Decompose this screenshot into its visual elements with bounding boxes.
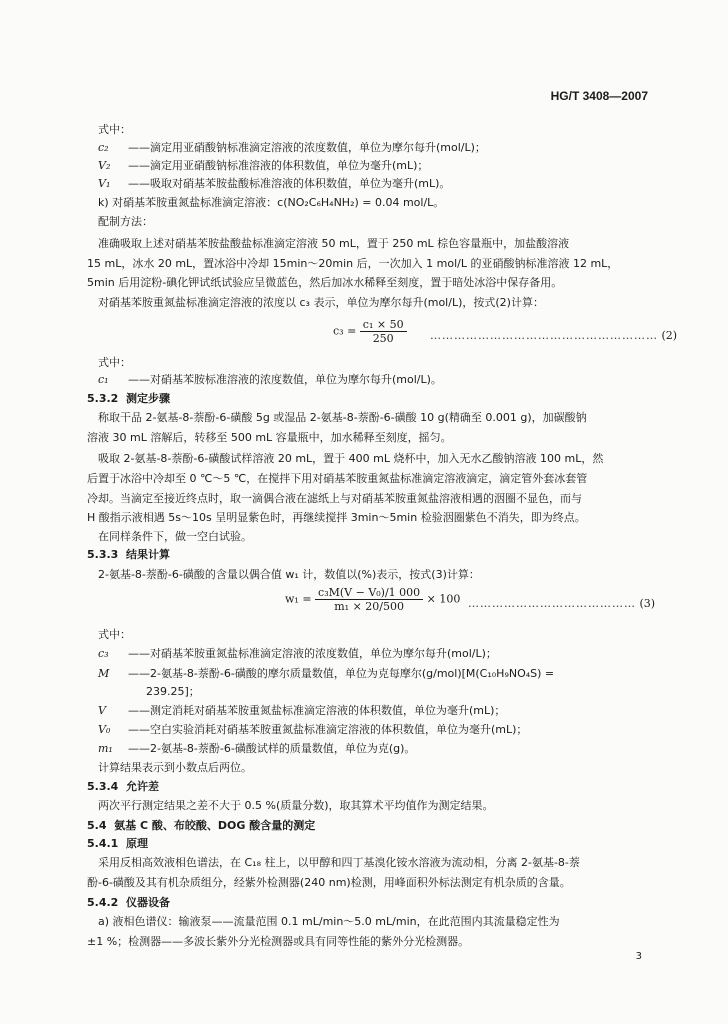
symbol: c₃: [98, 647, 109, 660]
definition-m: [98, 666, 554, 682]
prep-line: 准确吸取上述对硝基苯胺盐酸盐标准滴定溶液 50 mL，置于 250 mL 棕色容量瓶中，加盐酸溶液: [98, 237, 570, 250]
item-k: k) 对硝基苯胺重氮盐标准滴定溶液：c(NO₂C₆H₄NH₂) = 0.04 mol/L。: [98, 196, 445, 209]
where-label: 式中：: [98, 356, 131, 369]
section-title: 结果计算: [126, 548, 170, 561]
equation-number: (3): [639, 597, 656, 610]
principle-line: 采用反相高效液相色谱法，在 C₁₈ 柱上，以甲醇和四丁基溴化铵水溶液为流动相，分离 2-氨基-8-萘: [98, 856, 580, 869]
fraction: [360, 318, 407, 345]
numerator: c₃M(V − V₀)/1 000: [315, 586, 423, 600]
equation-number: (2): [661, 329, 678, 342]
leader-dots: …………………………………………………: [430, 329, 658, 342]
numerator: c₁ × 50: [360, 318, 407, 332]
section-5-4-2-heading: [87, 895, 170, 911]
section-title: 测定步骤: [126, 392, 170, 405]
instrument-line: a) 液相色谱仪：输液泵——流量范围 0.1 mL/min～5.0 mL/min，在此范围内其流量稳定性为: [98, 915, 560, 928]
step-line: 在同样条件下，做一空白试验。: [98, 530, 252, 543]
section-number: 5.4.2: [87, 896, 119, 909]
prep-line: 15 mL，冰水 20 mL，置冰浴中冷却 15min～20min 后，一次加入 1 mol/L 的亚硝酸钠标准溶液 12 mL，: [87, 257, 619, 270]
principle-line: 酚-6-磺酸及其有机杂质组分，经紫外检测器(240 nm)检测，用峰面积外标法测定有机杂质的含量。: [87, 876, 571, 889]
definition-text: ——对硝基苯胺标准溶液的浓度数值，单位为摩尔每升(mol/L)。: [128, 373, 442, 386]
definition-c1: [98, 372, 442, 388]
section-title: 原理: [126, 837, 148, 850]
section-5-3-2-heading: [87, 391, 170, 407]
fraction: [315, 586, 423, 613]
symbol: V₀: [98, 723, 111, 736]
definition-m-continued: 239.25]；: [146, 685, 200, 698]
formula-2-leader: [430, 329, 677, 342]
definition-c2: [98, 140, 486, 156]
definition-c3: [98, 646, 497, 662]
section-title: 仪器设备: [126, 896, 170, 909]
definition-text: ——吸取对硝基苯胺盐酸标准溶液的体积数值，单位为毫升(mL)。: [128, 177, 451, 190]
result-note: 计算结果表示到小数点后两位。: [98, 761, 252, 774]
section-number: 5.4.1: [87, 837, 119, 850]
section-title: 氨基 C 酸、布皎酸、DOG 酸含量的测定: [114, 819, 316, 832]
formula-lhs: c₃ =: [333, 324, 357, 338]
step-line: H 酸指示液相遇 5s～10s 呈明显紫色时，再继续搅拌 3min～5min 检验洇圈紫色不消失，即为终点。: [87, 511, 586, 524]
formula-2: [333, 318, 407, 345]
step-line: 后置于冰浴中冷却至 0 ℃～5 ℃，在搅拌下用对硝基苯胺重氮盐标准滴定溶液滴定，滴定管外套冰套管: [87, 472, 588, 485]
symbol: V₁: [98, 177, 111, 190]
definition-text: ——滴定用亚硝酸钠标准滴定溶液的浓度数值，单位为摩尔每升(mol/L)；: [128, 141, 486, 154]
definition-text: ——测定消耗对硝基苯胺重氮盐标准滴定溶液的体积数值，单位为毫升(mL)；: [128, 704, 506, 717]
definition-text: ——2-氨基-8-萘酚-6-磺酸的摩尔质量数值，单位为克每摩尔(g/mol)[M(C₁₀H₉NO₄S) =: [128, 667, 555, 680]
formula-3-leader: [468, 597, 655, 610]
document-code: HG/T 3408—2007: [550, 89, 648, 103]
section-5-4-1-heading: [87, 836, 148, 852]
section-number: 5.3.4: [87, 780, 119, 793]
definition-m1: [98, 741, 415, 757]
definition-text: ——2-氨基-8-萘酚-6-磺酸试样的质量数值，单位为克(g)。: [128, 742, 416, 755]
formula-lhs: w₁ =: [285, 592, 312, 606]
denominator: m₁ × 20/500: [334, 600, 404, 613]
definition-text: ——空白实验消耗对硝基苯胺重氮盐标准滴定溶液的体积数值，单位为毫升(mL)；: [128, 723, 528, 736]
symbol: V₂: [98, 159, 111, 172]
symbol: c₁: [98, 373, 109, 386]
where-label: 式中：: [98, 628, 131, 641]
section-5-4-heading: [87, 818, 315, 834]
definition-text: ——滴定用亚硝酸钠标准溶液的体积数值，单位为毫升(mL)；: [128, 159, 429, 172]
leader-dots: ……………………………………: [468, 597, 636, 610]
definition-text: ——对硝基苯胺重氮盐标准滴定溶液的浓度数值，单位为摩尔每升(mol/L)；: [128, 647, 497, 660]
prep-title: 配制方法：: [98, 215, 153, 228]
definition-v: [98, 703, 505, 719]
allowance-text: 两次平行测定结果之差不大于 0.5 %(质量分数)，取其算术平均值作为测定结果。: [98, 799, 494, 812]
section-number: 5.3.2: [87, 392, 119, 405]
section-title: 允许差: [126, 780, 159, 793]
symbol: m₁: [98, 742, 113, 755]
formula-3: [285, 586, 460, 613]
step-line: 称取干品 2-氨基-8-萘酚-6-磺酸 5g 或湿品 2-氨基-8-萘酚-6-磺酸 10 g(精确至 0.001 g)，加碳酸钠: [98, 411, 587, 424]
prep-line: 5min 后用淀粉-碘化钾试纸试验应呈微蓝色，然后加冰水稀释至刻度，置于暗处冰浴中保存备用。: [87, 276, 563, 289]
section-number: 5.3.3: [87, 548, 119, 561]
concentration-text: 对硝基苯胺重氮盐标准滴定溶液的浓度以 c₃ 表示，单位为摩尔每升(mol/L)，按式(2)计算：: [98, 296, 544, 309]
definition-v1: [98, 176, 450, 192]
calculation-text: 2-氨基-8-萘酚-6-磺酸的含量以偶合值 w₁ 计，数值以(%)表示，按式(3)计算：: [98, 568, 480, 581]
where-label: 式中：: [98, 123, 131, 136]
instrument-line: ±1 %；检测器——多波长紫外分光检测器或具有同等性能的紫外分光检测器。: [87, 935, 470, 948]
section-number: 5.4: [87, 819, 107, 832]
step-line: 吸取 2-氨基-8-萘酚-6-磺酸试样溶液 20 mL，置于 400 mL 烧杯中，加入无水乙酸钠溶液 100 mL，然: [98, 452, 604, 465]
symbol: c₂: [98, 141, 109, 154]
denominator: 250: [372, 332, 394, 345]
multiplier: × 100: [426, 592, 461, 606]
definition-v0: [98, 722, 527, 738]
symbol: M: [98, 667, 110, 680]
definition-v2: [98, 158, 428, 174]
step-line: 冷却。当滴定至接近终点时，取一滴偶合液在滤纸上与对硝基苯胺重氮盐溶液相遇的洇圈不显色，而与: [87, 492, 582, 505]
symbol: V: [98, 704, 106, 717]
step-line: 溶液 30 mL 溶解后，转移至 500 mL 容量瓶中，加水稀释至刻度，摇匀。: [87, 431, 452, 444]
page-number: 3: [635, 951, 642, 962]
section-5-3-4-heading: [87, 779, 159, 795]
section-5-3-3-heading: [87, 547, 170, 563]
